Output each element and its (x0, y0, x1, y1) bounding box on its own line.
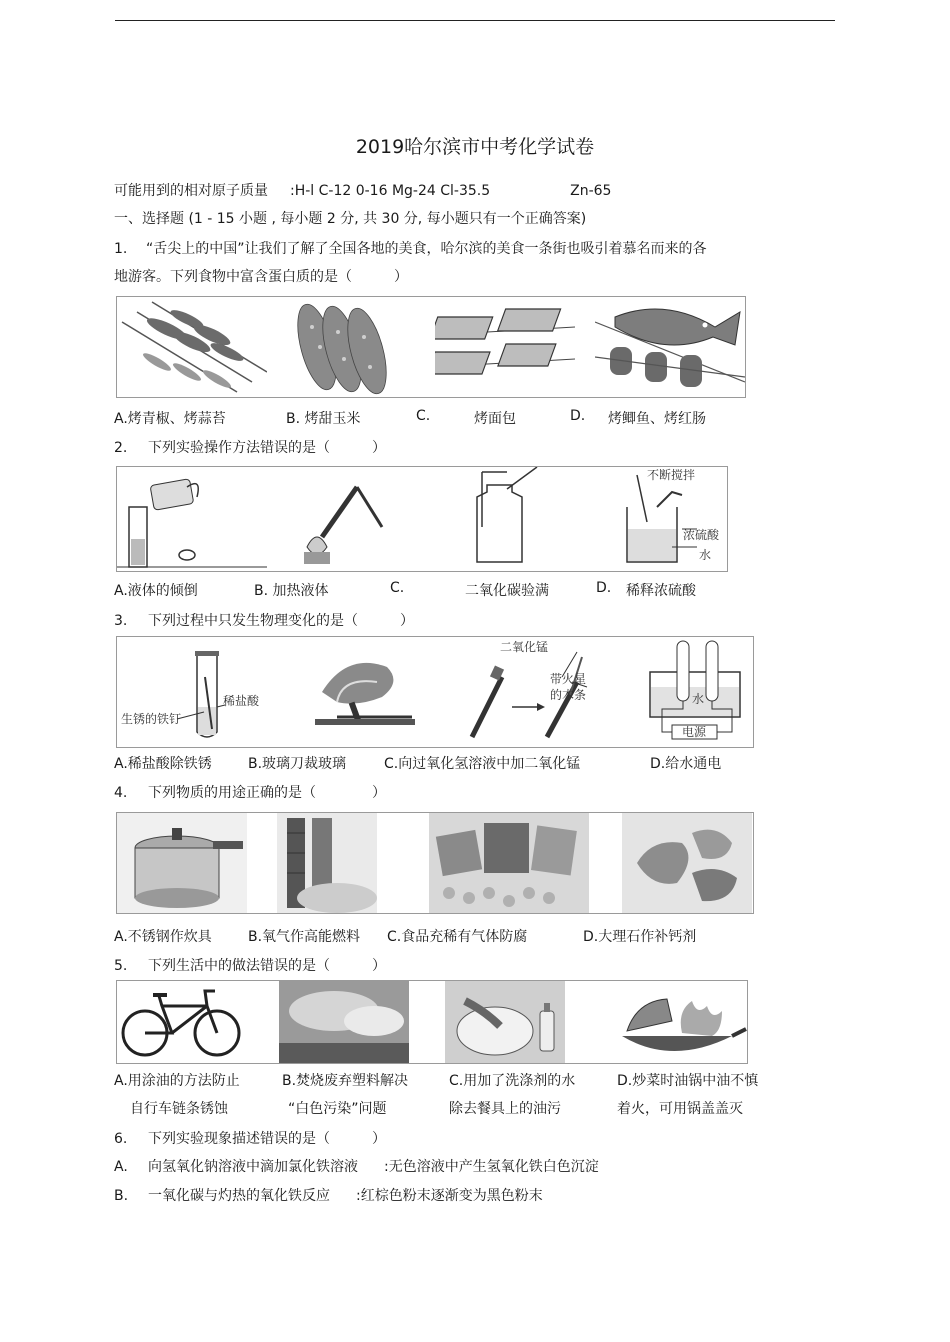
q3-label-stick-2: 的木条 (550, 688, 587, 702)
q2-option-c-letter: C. (390, 580, 405, 596)
q3-option-a: A.稀盐酸除铁锈 (114, 756, 212, 772)
q6-line (114, 1128, 386, 1148)
q6-option-a (114, 1156, 599, 1176)
q1-number: 1. (114, 241, 128, 257)
q2-img-pouring (117, 467, 267, 571)
q3-label-water: 水 (692, 692, 705, 706)
q1-line2: 地游客。下列食物中富含蛋白质的是（ ） (114, 269, 408, 285)
q4-img-snacks (429, 813, 589, 913)
q3-option-b: B.玻璃刀裁玻璃 (248, 756, 347, 772)
q4-img-pressure-cooker (117, 813, 247, 913)
q2-label-acid: 浓硫酸 (683, 528, 720, 542)
q4-option-a: A.不锈钢作炊具 (114, 929, 212, 945)
q3-option-c: C.向过氧化氢溶液中加二氧化锰 (384, 756, 581, 772)
q1-option-c-letter: C. (416, 408, 431, 424)
q5-image-strip (116, 980, 748, 1064)
q6-number: 6. (114, 1131, 128, 1147)
q4-option-c: C.食品充稀有气体防腐 (387, 929, 528, 945)
q2-label-stir: 不断搅拌 (647, 468, 696, 482)
q2-option-d-letter: D. (596, 580, 612, 596)
q3-stem: 下列过程中只发生物理变化的是（ ） (148, 613, 414, 629)
q2-stem: 下列实验操作方法错误的是（ ） (148, 440, 386, 456)
q4-line (114, 782, 386, 802)
q5-img-bicycle (117, 981, 247, 1063)
q4-stem: 下列物质的用途正确的是（ ） (148, 785, 386, 801)
q6-option-a-text: 向氢氧化钠溶液中滴加氯化铁溶液 (148, 1159, 358, 1175)
q4-img-rocket (277, 813, 377, 913)
q5-img-wok-fire (612, 981, 747, 1063)
q2-number: 2. (114, 440, 128, 456)
top-rule (115, 20, 835, 21)
q3-label-battery: 电源 (682, 725, 707, 739)
q5-option-c-line2: 除去餐具上的油污 (449, 1101, 561, 1117)
q1-stem: “舌尖上的中国”让我们了解了全国各地的美食，哈尔滨的美食一条街也吸引着慕名而来的各 (146, 241, 707, 257)
q5-stem: 下列生活中的做法错误的是（ ） (148, 958, 386, 974)
q3-img-rust (117, 637, 287, 747)
q6-option-b-result: :红棕色粉末逐渐变为黑色粉末 (356, 1188, 543, 1204)
q5-option-b-line1: B.焚烧废弃塑料解决 (282, 1073, 409, 1089)
q1-img-bread (435, 297, 575, 397)
q2-option-d: 稀释浓硫酸 (626, 583, 696, 599)
q6-option-a-letter: A. (114, 1159, 128, 1175)
q6-option-b (114, 1185, 543, 1205)
q1-option-d-letter: D. (570, 408, 586, 424)
q2-option-c: 二氧化碳验满 (465, 583, 549, 599)
q3-label-nail: 生锈的铁钉 (121, 712, 182, 726)
q6-option-b-letter: B. (114, 1188, 129, 1204)
atomic-mass-values: :H-l C-12 0-16 Mg-24 Cl-35.5 (290, 183, 491, 199)
q3-label-hcl: 稀盐酸 (223, 694, 260, 708)
q3-image-strip (116, 636, 754, 748)
q4-image-strip (116, 812, 754, 914)
q1-img-peppers (117, 297, 267, 397)
q1-image-strip (116, 296, 746, 398)
q5-option-a-line1: A.用涂油的方法防止 (114, 1073, 240, 1089)
q6-stem: 下列实验现象描述错误的是（ ） (148, 1131, 386, 1147)
q5-number: 5. (114, 958, 128, 974)
section-heading: 一、选择题 (1 - 15 小题 , 每小题 2 分, 共 30 分, 每小题只有一个正确答案) (114, 211, 587, 227)
page-title: 2019哈尔滨市中考化学试卷 (355, 136, 595, 158)
q3-option-d: D.给水通电 (650, 756, 722, 772)
q4-img-marble (622, 813, 752, 913)
q2-line (114, 437, 386, 457)
q2-option-a: A.液体的倾倒 (114, 583, 198, 599)
atomic-mass-label: 可能用到的相对原子质量 (114, 183, 268, 199)
q3-line (114, 610, 414, 630)
q1-option-a: A.烤青椒、烤蒜苔 (114, 411, 226, 427)
q3-label-stick-1: 带火星 (550, 672, 587, 686)
q5-img-washing-dishes (445, 981, 565, 1063)
q6-option-b-text: 一氧化碳与灼热的氧化铁反应 (148, 1188, 330, 1204)
q5-option-b-line2: “白色污染”问题 (288, 1101, 387, 1117)
atomic-mass-line (114, 180, 611, 200)
atomic-mass-zn: Zn-65 (570, 183, 612, 199)
q3-img-h2o2-mno2 (452, 637, 632, 747)
q3-label-mno2: 二氧化锰 (500, 640, 549, 654)
q3-number: 3. (114, 613, 128, 629)
q5-option-c-line1: C.用加了洗涤剂的水 (449, 1073, 576, 1089)
q2-img-heating (282, 467, 402, 571)
q3-img-electrolysis (642, 637, 752, 747)
q4-number: 4. (114, 785, 128, 801)
q1-img-corn (282, 297, 402, 397)
q1-option-c: 烤面包 (474, 411, 516, 427)
q3-img-glass-cutter (307, 637, 417, 747)
q2-img-dilute-acid (587, 467, 727, 571)
q2-image-strip (116, 466, 728, 572)
q5-img-burning-plastic (279, 981, 409, 1063)
q4-option-d: D.大理石作补钙剂 (583, 929, 697, 945)
q2-img-co2-test (447, 467, 557, 571)
q1-line1 (114, 238, 707, 258)
q1-img-fish (595, 297, 745, 397)
q5-option-d-line1: D.炒菜时油锅中油不慎 (617, 1073, 759, 1089)
q2-label-water: 水 (699, 548, 712, 562)
q5-option-a-line2: 自行车链条锈蚀 (130, 1101, 228, 1117)
q2-option-b: B. 加热液体 (254, 583, 329, 599)
q1-option-b: B. 烤甜玉米 (286, 411, 361, 427)
q5-option-d-line2: 着火，可用锅盖盖灭 (617, 1101, 743, 1117)
q5-line (114, 955, 386, 975)
q6-option-a-result: :无色溶液中产生氢氧化铁白色沉淀 (384, 1159, 599, 1175)
q1-option-d: 烤鲫鱼、烤红肠 (608, 411, 706, 427)
q4-option-b: B.氧气作高能燃料 (248, 929, 361, 945)
